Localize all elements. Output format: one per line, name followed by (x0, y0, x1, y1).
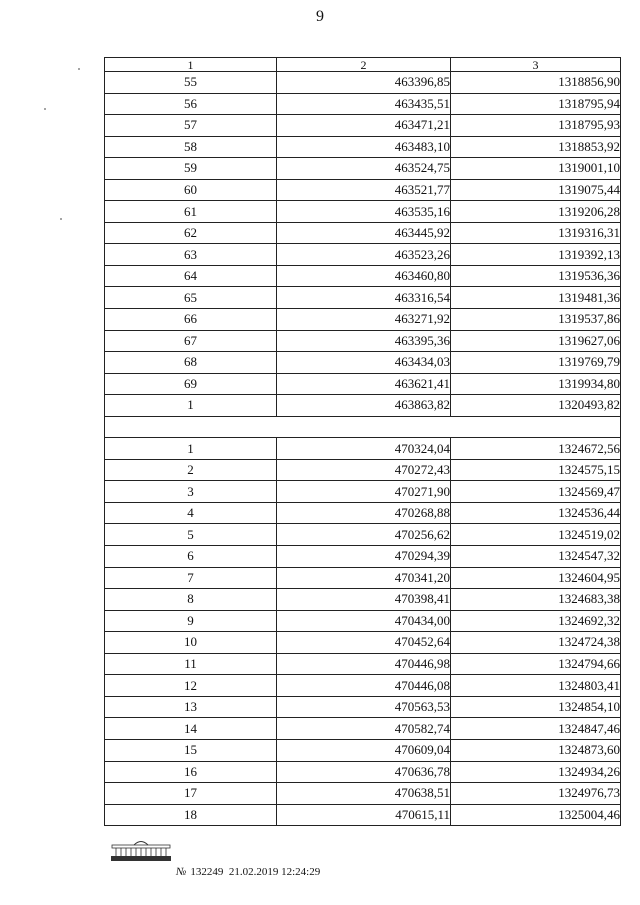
x-coordinate-cell: 463523,26 (277, 244, 451, 266)
table-row (105, 783, 621, 805)
table-row (105, 265, 621, 287)
x-coordinate-cell: 470615,11 (277, 804, 451, 826)
point-number-cell: 68 (105, 352, 277, 374)
point-number-cell: 10 (105, 632, 277, 654)
y-coordinate-cell: 1319206,28 (451, 201, 621, 223)
point-number-cell: 7 (105, 567, 277, 589)
scan-speck (78, 68, 80, 70)
number-sign: № (176, 866, 187, 878)
x-coordinate-cell: 463460,80 (277, 265, 451, 287)
x-coordinate-cell: 470638,51 (277, 783, 451, 805)
x-coordinate-cell: 463316,54 (277, 287, 451, 309)
page-number: 9 (316, 8, 324, 25)
x-coordinate-cell: 463471,21 (277, 115, 451, 137)
point-number-cell: 2 (105, 459, 277, 481)
table-row (105, 158, 621, 180)
point-number-cell: 15 (105, 739, 277, 761)
y-coordinate-cell: 1319481,36 (451, 287, 621, 309)
table-row (105, 675, 621, 697)
x-coordinate-cell: 470256,62 (277, 524, 451, 546)
x-coordinate-cell: 470446,98 (277, 653, 451, 675)
table-row (105, 222, 621, 244)
x-coordinate-cell: 463434,03 (277, 352, 451, 374)
table-row (105, 330, 621, 352)
point-number-cell: 64 (105, 265, 277, 287)
y-coordinate-cell: 1319934,80 (451, 373, 621, 395)
y-coordinate-cell: 1324569,47 (451, 481, 621, 503)
table-row (105, 524, 621, 546)
point-number-cell: 1 (105, 438, 277, 460)
y-coordinate-cell: 1324692,32 (451, 610, 621, 632)
point-number-cell: 3 (105, 481, 277, 503)
point-number-cell: 61 (105, 201, 277, 223)
point-number-cell: 18 (105, 804, 277, 826)
y-coordinate-cell: 1324683,38 (451, 589, 621, 611)
point-number-cell: 56 (105, 93, 277, 115)
table-row (105, 459, 621, 481)
doc-number: 132249 (190, 866, 224, 878)
x-coordinate-cell: 470434,00 (277, 610, 451, 632)
table-header-row (105, 58, 621, 72)
x-coordinate-cell: 463271,92 (277, 309, 451, 331)
x-coordinate-cell: 470446,08 (277, 675, 451, 697)
table-row (105, 739, 621, 761)
y-coordinate-cell: 1324934,26 (451, 761, 621, 783)
y-coordinate-cell: 1318795,94 (451, 93, 621, 115)
y-coordinate-cell: 1324519,02 (451, 524, 621, 546)
table-row (105, 567, 621, 589)
x-coordinate-cell: 470452,64 (277, 632, 451, 654)
point-number-cell: 12 (105, 675, 277, 697)
point-number-cell: 65 (105, 287, 277, 309)
table-row (105, 93, 621, 115)
x-coordinate-cell: 463396,85 (277, 72, 451, 94)
x-coordinate-cell: 470563,53 (277, 696, 451, 718)
table-row (105, 72, 621, 94)
point-number-cell: 60 (105, 179, 277, 201)
y-coordinate-cell: 1324536,44 (451, 502, 621, 524)
table-row (105, 352, 621, 374)
x-coordinate-cell: 470268,88 (277, 502, 451, 524)
point-number-cell: 1 (105, 395, 277, 417)
y-coordinate-cell: 1319075,44 (451, 179, 621, 201)
table-row (105, 653, 621, 675)
x-coordinate-cell: 470398,41 (277, 589, 451, 611)
x-coordinate-cell: 470294,39 (277, 546, 451, 568)
y-coordinate-cell: 1318795,93 (451, 115, 621, 137)
y-coordinate-cell: 1324847,46 (451, 718, 621, 740)
y-coordinate-cell: 1319627,06 (451, 330, 621, 352)
y-coordinate-cell: 1318853,92 (451, 136, 621, 158)
y-coordinate-cell: 1319316,31 (451, 222, 621, 244)
table-row (105, 696, 621, 718)
point-number-cell: 4 (105, 502, 277, 524)
y-coordinate-cell: 1319001,10 (451, 158, 621, 180)
table-row (105, 589, 621, 611)
table-row (105, 546, 621, 568)
building-stamp-icon (110, 838, 172, 862)
y-coordinate-cell: 1324794,66 (451, 653, 621, 675)
table-row (105, 395, 621, 417)
y-coordinate-cell: 1320493,82 (451, 395, 621, 417)
table-row (105, 438, 621, 460)
table-row (105, 201, 621, 223)
y-coordinate-cell: 1324575,15 (451, 459, 621, 481)
x-coordinate-cell: 470272,43 (277, 459, 451, 481)
x-coordinate-cell: 463535,16 (277, 201, 451, 223)
column-header: 3 (451, 58, 621, 72)
y-coordinate-cell: 1324672,56 (451, 438, 621, 460)
point-number-cell: 67 (105, 330, 277, 352)
scan-speck (60, 218, 62, 220)
x-coordinate-cell: 470324,04 (277, 438, 451, 460)
point-number-cell: 69 (105, 373, 277, 395)
document-footer (176, 866, 320, 878)
point-number-cell: 5 (105, 524, 277, 546)
table-row (105, 309, 621, 331)
y-coordinate-cell: 1325004,46 (451, 804, 621, 826)
x-coordinate-cell: 463521,77 (277, 179, 451, 201)
point-number-cell: 63 (105, 244, 277, 266)
y-coordinate-cell: 1324803,41 (451, 675, 621, 697)
table-row (105, 761, 621, 783)
point-number-cell: 17 (105, 783, 277, 805)
x-coordinate-cell: 463395,36 (277, 330, 451, 352)
separator-cell (105, 416, 621, 438)
point-number-cell: 66 (105, 309, 277, 331)
table-row (105, 136, 621, 158)
y-coordinate-cell: 1319536,36 (451, 265, 621, 287)
point-number-cell: 62 (105, 222, 277, 244)
point-number-cell: 58 (105, 136, 277, 158)
y-coordinate-cell: 1319769,79 (451, 352, 621, 374)
y-coordinate-cell: 1319392,13 (451, 244, 621, 266)
point-number-cell: 14 (105, 718, 277, 740)
x-coordinate-cell: 470636,78 (277, 761, 451, 783)
y-coordinate-cell: 1324604,95 (451, 567, 621, 589)
x-coordinate-cell: 470582,74 (277, 718, 451, 740)
x-coordinate-cell: 470341,20 (277, 567, 451, 589)
table-row (105, 287, 621, 309)
y-coordinate-cell: 1319537,86 (451, 309, 621, 331)
x-coordinate-cell: 463483,10 (277, 136, 451, 158)
x-coordinate-cell: 463445,92 (277, 222, 451, 244)
point-number-cell: 59 (105, 158, 277, 180)
table-row (105, 373, 621, 395)
coordinates-table (104, 57, 621, 826)
table-row (105, 610, 621, 632)
point-number-cell: 11 (105, 653, 277, 675)
table-row (105, 804, 621, 826)
point-number-cell: 16 (105, 761, 277, 783)
table-row (105, 502, 621, 524)
x-coordinate-cell: 463621,41 (277, 373, 451, 395)
y-coordinate-cell: 1324976,73 (451, 783, 621, 805)
x-coordinate-cell: 463524,75 (277, 158, 451, 180)
point-number-cell: 8 (105, 589, 277, 611)
timestamp: 21.02.2019 12:24:29 (228, 866, 321, 878)
y-coordinate-cell: 1324724,38 (451, 632, 621, 654)
x-coordinate-cell: 463435,51 (277, 93, 451, 115)
table-row (105, 179, 621, 201)
y-coordinate-cell: 1318856,90 (451, 72, 621, 94)
point-number-cell: 6 (105, 546, 277, 568)
x-coordinate-cell: 470609,04 (277, 739, 451, 761)
y-coordinate-cell: 1324547,32 (451, 546, 621, 568)
section-separator-row (105, 416, 621, 438)
table-row (105, 632, 621, 654)
point-number-cell: 57 (105, 115, 277, 137)
point-number-cell: 55 (105, 72, 277, 94)
y-coordinate-cell: 1324873,60 (451, 739, 621, 761)
column-header: 1 (105, 58, 277, 72)
y-coordinate-cell: 1324854,10 (451, 696, 621, 718)
table-row (105, 244, 621, 266)
point-number-cell: 13 (105, 696, 277, 718)
x-coordinate-cell: 463863,82 (277, 395, 451, 417)
x-coordinate-cell: 470271,90 (277, 481, 451, 503)
column-header: 2 (277, 58, 451, 72)
table-row (105, 115, 621, 137)
table-row (105, 481, 621, 503)
point-number-cell: 9 (105, 610, 277, 632)
scan-speck (44, 108, 46, 110)
table-row (105, 718, 621, 740)
